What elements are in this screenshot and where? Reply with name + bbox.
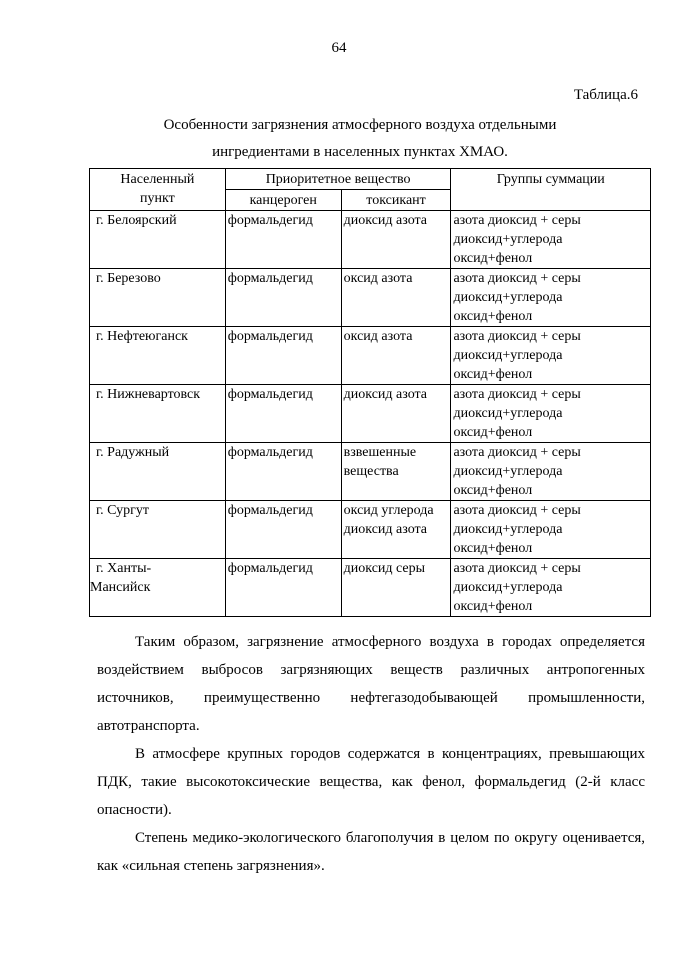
cell-carcinogen: формальдегид <box>225 501 341 559</box>
cell-groups <box>451 501 651 559</box>
paragraph: Таким образом, загрязнение атмосферного воздуха в городах определяется воздействием выбросов загрязняющих веществ различных антропогенных источников, преимущественно нефтегазодобывающей промышленности, автотранспорта. <box>97 634 645 734</box>
city-name: г. Нефтеюганск <box>96 329 188 344</box>
city-name: г. Ханты- <box>96 561 152 576</box>
cell-city <box>90 385 226 443</box>
cell-city <box>90 211 226 269</box>
group-line: оксид+фенол <box>453 425 533 440</box>
group-line: оксид+фенол <box>453 309 533 324</box>
group-line: диоксид+углерода <box>453 580 563 595</box>
table-row <box>90 443 651 501</box>
group-line: оксид+фенол <box>453 541 533 556</box>
cell-groups <box>451 327 651 385</box>
group-line: азота диоксид + серы <box>453 213 581 228</box>
city-name: г. Радужный <box>96 445 170 460</box>
table-row <box>90 501 651 559</box>
city-name: г. Нижневартовск <box>96 387 201 402</box>
group-line: диоксид+углерода <box>453 464 563 479</box>
table-row <box>90 211 651 269</box>
group-line: азота диоксид + серы <box>453 271 581 286</box>
cell-groups <box>451 559 651 617</box>
cell-city <box>90 269 226 327</box>
group-line: диоксид+углерода <box>453 290 563 305</box>
header-settlement <box>90 169 226 211</box>
cell-carcinogen: формальдегид <box>225 327 341 385</box>
group-line: диоксид+углерода <box>453 522 563 537</box>
group-line: азота диоксид + серы <box>453 387 581 402</box>
cell-carcinogen: формальдегид <box>225 211 341 269</box>
body-text <box>97 628 645 880</box>
table-title-line-2: ингредиентами в населенных пунктах ХМАО. <box>212 144 508 160</box>
paragraph: В атмосфере крупных городов содержатся в концентрациях, превышающих ПДК, такие высокотоксические вещества, как фенол, формальдегид (2-й класс опасности). <box>97 746 645 818</box>
group-line: азота диоксид + серы <box>453 561 581 576</box>
cell-toxicant: оксид углерода диоксид азота <box>341 501 451 559</box>
cell-groups <box>451 385 651 443</box>
table-title <box>90 112 630 166</box>
table-row <box>90 269 651 327</box>
city-name: г. Сургут <box>96 503 150 518</box>
group-line: диоксид+углерода <box>453 348 563 363</box>
cell-toxicant: диоксид азота <box>341 385 451 443</box>
table-row <box>90 327 651 385</box>
group-line: диоксид+углерода <box>453 406 563 421</box>
paragraph: Степень медико-экологического благополучия в целом по округу оценивается, как «сильная степень загрязнения». <box>97 830 645 874</box>
header-carcinogen: канцероген <box>225 190 341 211</box>
group-line: оксид+фенол <box>453 599 533 614</box>
cell-toxicant: диоксид серы <box>341 559 451 617</box>
header-toxicant: токсикант <box>341 190 451 211</box>
table-title-line-1: Особенности загрязнения атмосферного воздуха отдельными <box>163 117 557 133</box>
cell-groups <box>451 269 651 327</box>
table-row <box>90 385 651 443</box>
page-number: 64 <box>331 40 347 56</box>
cell-city <box>90 501 226 559</box>
city-name-cont: Мансийск <box>90 580 151 595</box>
group-line: азота диоксид + серы <box>453 503 581 518</box>
cell-carcinogen: формальдегид <box>225 559 341 617</box>
group-line: азота диоксид + серы <box>453 329 581 344</box>
group-line: оксид+фенол <box>453 251 533 266</box>
cell-carcinogen: формальдегид <box>225 385 341 443</box>
city-name: г. Белоярский <box>96 213 177 228</box>
cell-toxicant: оксид азота <box>341 269 451 327</box>
cell-city <box>90 443 226 501</box>
header-settlement-line-1: Населенный <box>120 172 195 187</box>
cell-toxicant: диоксид азота <box>341 211 451 269</box>
header-settlement-line-2: пункт <box>140 191 175 206</box>
cell-toxicant: взвешенные вещества <box>341 443 451 501</box>
group-line: азота диоксид + серы <box>453 445 581 460</box>
cell-toxicant: оксид азота <box>341 327 451 385</box>
cell-city <box>90 327 226 385</box>
table-caption: Таблица.6 <box>573 87 638 103</box>
cell-carcinogen: формальдегид <box>225 443 341 501</box>
city-name: г. Березово <box>96 271 161 286</box>
cell-city <box>90 559 226 617</box>
table-row <box>90 559 651 617</box>
pollution-table <box>89 168 651 617</box>
cell-groups <box>451 211 651 269</box>
group-line: диоксид+углерода <box>453 232 563 247</box>
group-line: оксид+фенол <box>453 367 533 382</box>
cell-groups <box>451 443 651 501</box>
group-line: оксид+фенол <box>453 483 533 498</box>
header-priority: Приоритетное вещество <box>225 169 451 190</box>
header-groups: Группы суммации <box>451 169 651 211</box>
cell-carcinogen: формальдегид <box>225 269 341 327</box>
